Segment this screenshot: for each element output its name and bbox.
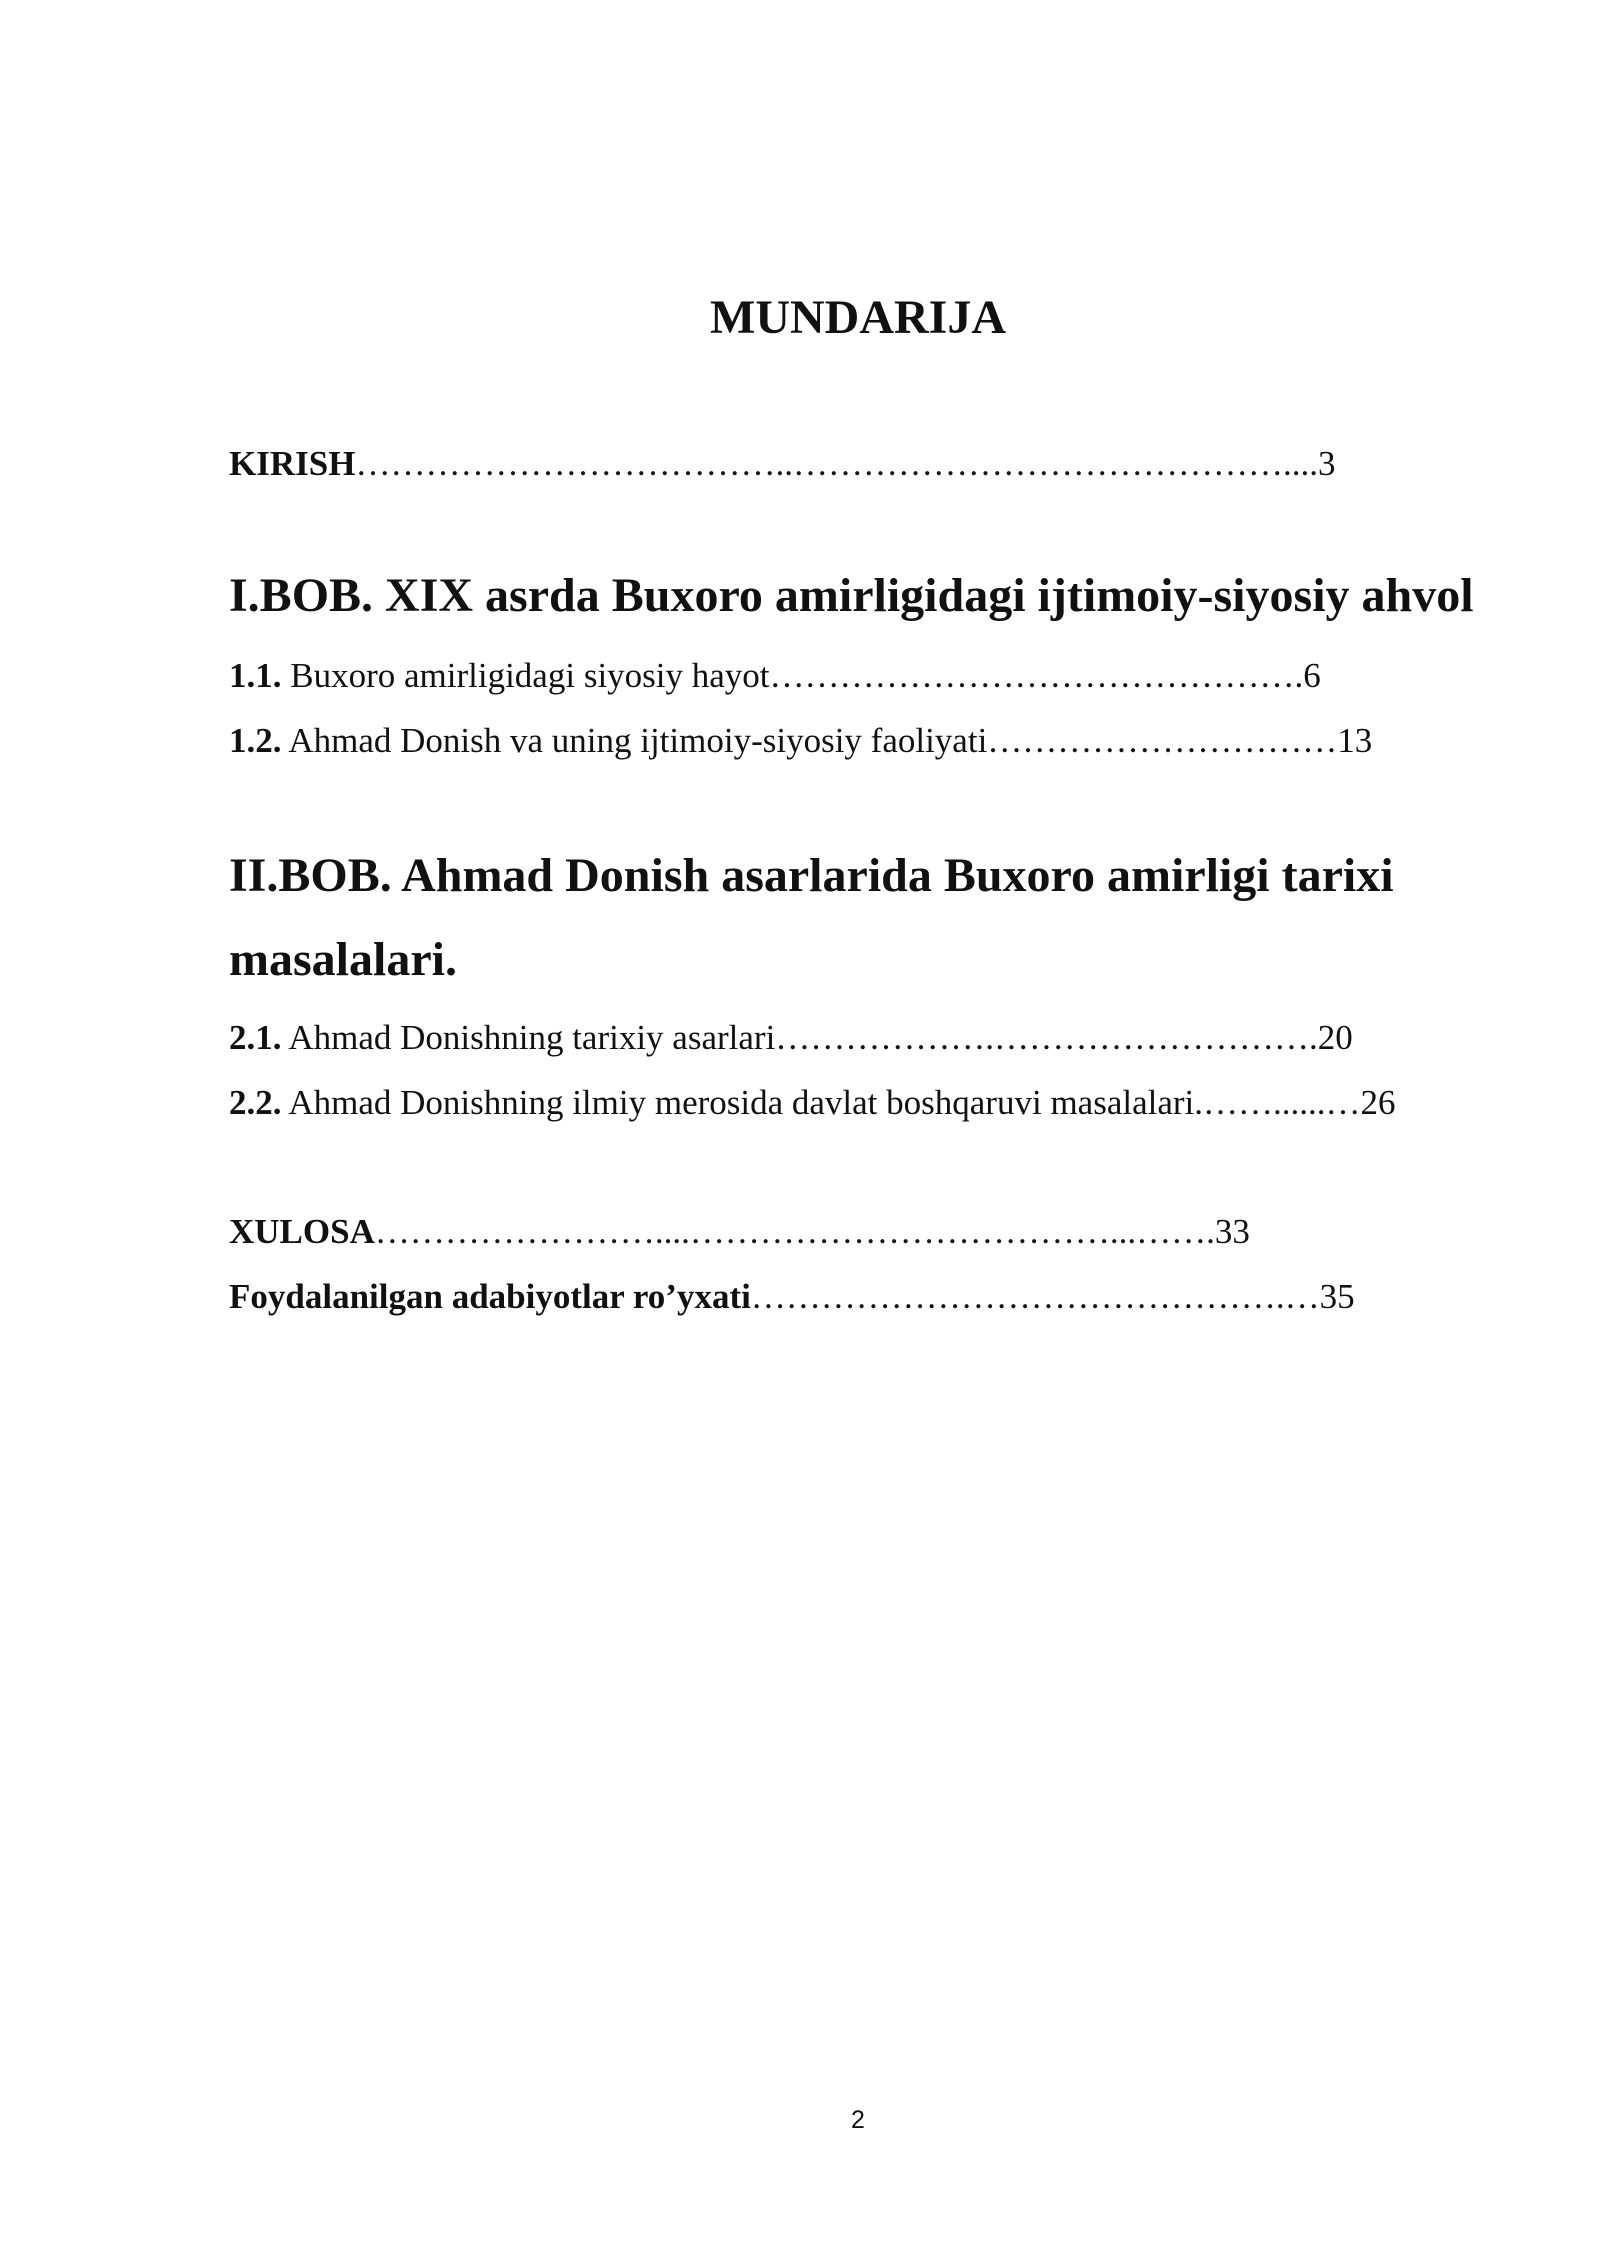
toc-entry-kirish[interactable] [229, 442, 1335, 486]
entry-page-number: 3 [1317, 444, 1336, 483]
entry-page-number: 33 [1214, 1212, 1250, 1251]
toc-section-2-2[interactable] [229, 1081, 1396, 1125]
toc-entry-bibliography[interactable] [229, 1275, 1355, 1319]
section-title: Buxoro amirligidagi siyosiy hayot [281, 656, 770, 695]
section-number: 2.1. [229, 1018, 282, 1057]
dot-leader: ……......… [1203, 1083, 1361, 1122]
entry-label: KIRISH [229, 444, 356, 483]
chapter-2-heading[interactable]: II.BOB. Ahmad Donish asarlarida Buxoro amirligi tarixi [229, 849, 1394, 902]
section-page-number: 13 [1337, 721, 1373, 760]
chapter-1-heading[interactable]: I.BOB. XIX asrda Buxoro amirligidagi ijtimoiy-siyosiy ahvol [229, 569, 1474, 622]
section-title: Ahmad Donishning ilmiy merosida davlat boshqaruvi masalalari. [281, 1083, 1204, 1122]
toc-section-1-2[interactable] [229, 719, 1372, 763]
toc-entry-xulosa[interactable] [229, 1210, 1250, 1254]
entry-label: XULOSA [229, 1212, 375, 1251]
chapter-2-heading-continued[interactable]: masalalari. [229, 933, 457, 986]
dot-leader: ……………….………………………. [775, 1018, 1318, 1057]
section-page-number: 26 [1360, 1083, 1396, 1122]
page-number: 2 [851, 2106, 865, 2134]
dot-leader: ………………………………………. [769, 656, 1304, 695]
section-number: 2.2. [229, 1083, 282, 1122]
toc-title: MUNDARIJA [710, 291, 1006, 344]
toc-section-1-1[interactable] [229, 654, 1321, 698]
section-page-number: 6 [1303, 656, 1321, 695]
dot-leader: ……………………....………………………………...……. [374, 1212, 1215, 1251]
section-title: Ahmad Donishning tarixiy asarlari [281, 1018, 776, 1057]
entry-label: Foydalanilgan adabiyotlar ro’yxati [229, 1277, 751, 1316]
section-number: 1.1. [229, 656, 282, 695]
toc-section-2-1[interactable] [229, 1016, 1353, 1060]
dot-leader: ………………………… [987, 721, 1338, 760]
dot-leader: ………………………………..…………………………………….... [355, 444, 1318, 483]
section-page-number: 20 [1317, 1018, 1353, 1057]
entry-page-number: 35 [1319, 1277, 1355, 1316]
section-title: Ahmad Donish va uning ijtimoiy-siyosiy faoliyati [281, 721, 988, 760]
section-number: 1.2. [229, 721, 282, 760]
dot-leader: ……………………………………….… [750, 1277, 1320, 1316]
